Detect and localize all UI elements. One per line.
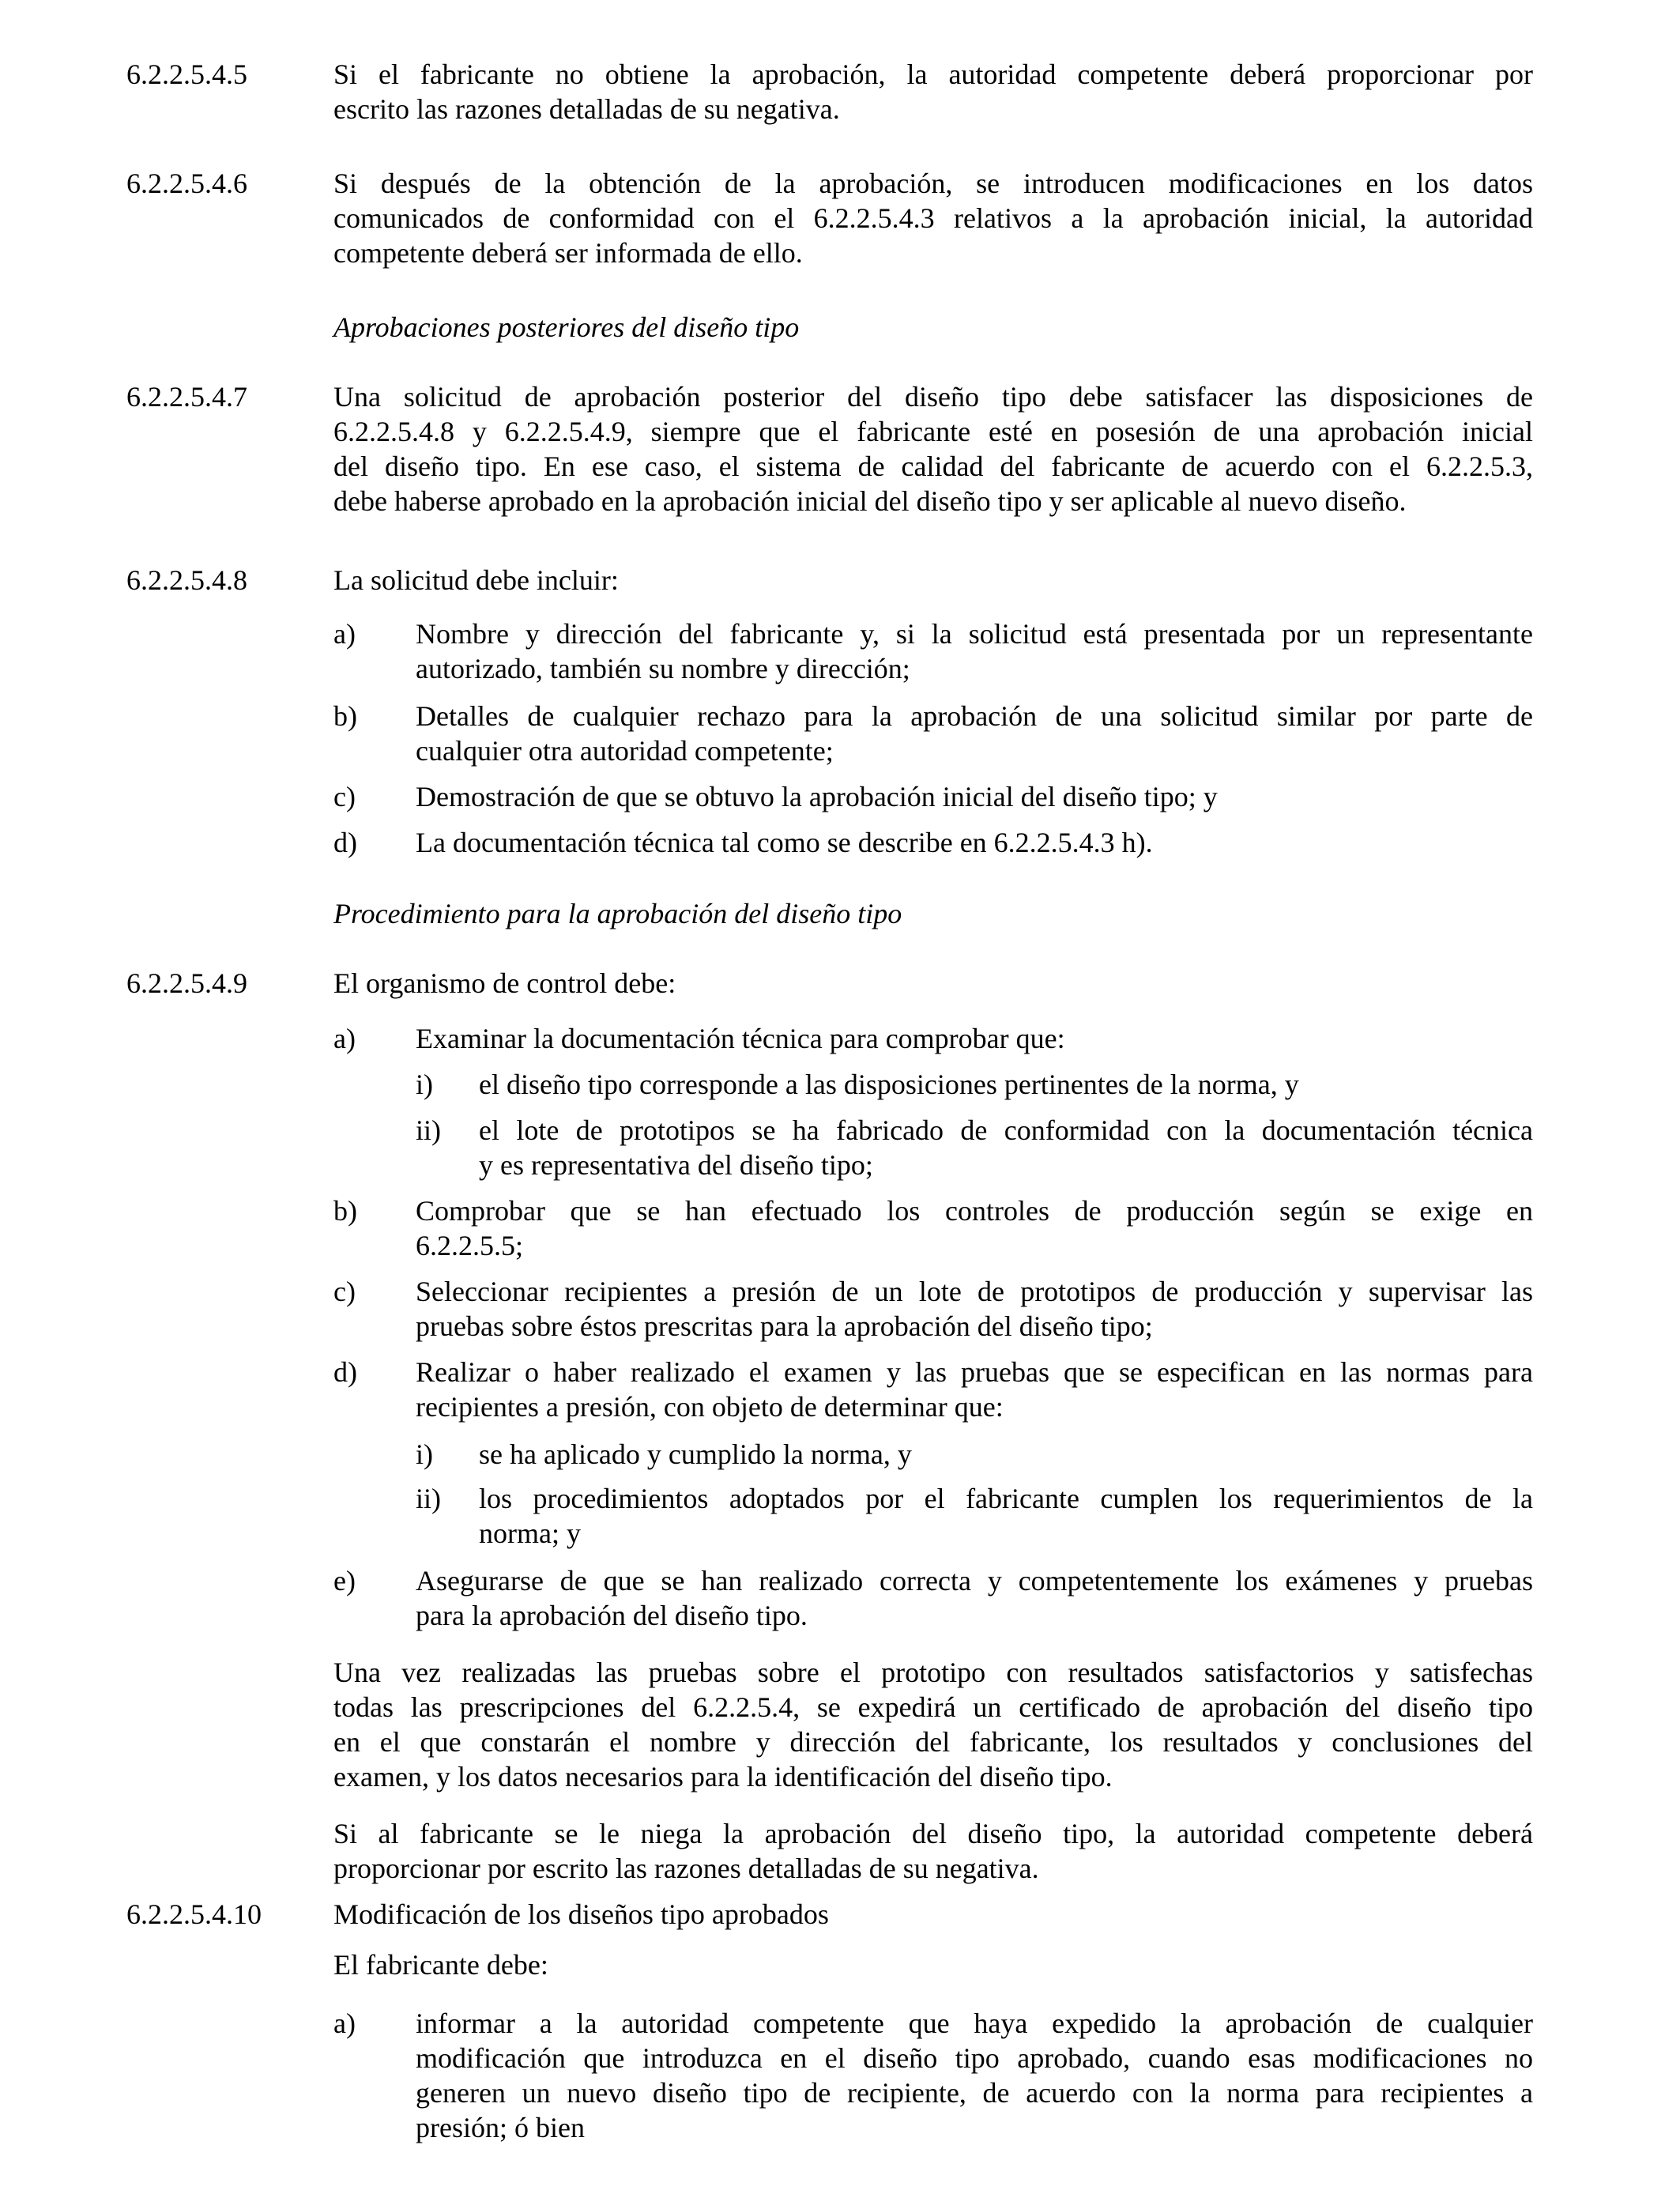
- text-line: comunicados de conformidad con el 6.2.2.5.4.3 relativos a la aprobación inicial, la autoridad: [333, 202, 1533, 234]
- text-line: debe haberse aprobado en la aprobación inicial del diseño tipo y ser aplicable al nuevo diseño.: [333, 485, 1407, 517]
- text-line: autorizado, también su nombre y dirección;: [416, 653, 910, 684]
- section-intro: El organismo de control debe:: [333, 967, 676, 999]
- italic-heading-aprobaciones-posteriores: Aprobaciones posteriores del diseño tipo: [333, 311, 800, 343]
- list-text: La documentación técnica tal como se describe en 6.2.2.5.4.3 h).: [416, 827, 1153, 858]
- text-line: modificación que introduzca en el diseño tipo aprobado, cuando esas modificaciones no: [416, 2042, 1533, 2074]
- section-number: 6.2.2.5.4.7: [126, 381, 247, 413]
- sub-label: i): [416, 1069, 433, 1100]
- section-text: [333, 379, 1533, 518]
- sub-item-i: [416, 1437, 1533, 1472]
- section-6-2-2-5-4-6: [126, 166, 1533, 272]
- section-6-2-2-5-4-9: [126, 966, 1533, 1001]
- list-label: c): [333, 781, 356, 812]
- sub-item-ii: [416, 1113, 1533, 1184]
- list-text: [416, 1563, 1533, 1633]
- section-6-2-2-5-4-8: [126, 563, 1533, 598]
- list-label: c): [333, 1276, 356, 1307]
- text-line: presión; ó bien: [416, 2112, 585, 2143]
- text-line: todas las prescripciones del 6.2.2.5.4, se expedirá un certificado de aprobación del diseño tipo: [333, 1691, 1533, 1723]
- section-6-2-2-5-4-10: [126, 1897, 1533, 1932]
- text-line: Si después de la obtención de la aprobación, se introducen modificaciones en los datos: [333, 168, 1533, 199]
- section-number: 6.2.2.5.4.9: [126, 967, 247, 999]
- italic-heading-procedimiento: Procedimiento para la aprobación del diseño tipo: [333, 898, 902, 929]
- text-line: Comprobar que se han efectuado los controles de producción según se exige en: [416, 1195, 1533, 1227]
- text-line: escrito las razones detalladas de su negativa.: [333, 93, 840, 125]
- list-item-a: [333, 616, 1533, 688]
- list-label: a): [333, 618, 356, 650]
- list-text: [416, 699, 1533, 768]
- sub-item-ii: [416, 1481, 1533, 1552]
- sub-text: [479, 1113, 1533, 1182]
- section-text: [333, 57, 1533, 126]
- sub-label: ii): [416, 1114, 441, 1146]
- sub-text: [479, 1481, 1533, 1551]
- text-line: Nombre y dirección del fabricante y, si la solicitud está presentada por un representante: [416, 618, 1533, 650]
- list-item-a: [333, 1021, 1533, 1056]
- text-line: Si al fabricante se le niega la aprobación del diseño tipo, la autoridad competente deberá: [333, 1818, 1533, 1849]
- text-line: pruebas sobre éstos prescritas para la aprobación del diseño tipo;: [416, 1310, 1153, 1342]
- list-item-c: [333, 1274, 1533, 1345]
- section-title: Modificación de los diseños tipo aprobados: [333, 1898, 829, 1930]
- sub-text: el diseño tipo corresponde a las disposiciones pertinentes de la norma, y: [479, 1069, 1299, 1100]
- text-line: Asegurarse de que se han realizado correcta y competentemente los exámenes y pruebas: [416, 1565, 1533, 1596]
- paragraph-negativa: [333, 1816, 1533, 1886]
- text-line: norma; y: [479, 1517, 581, 1549]
- section-number: 6.2.2.5.4.5: [126, 58, 247, 90]
- text-line: y es representativa del diseño tipo;: [479, 1149, 873, 1181]
- list-label: d): [333, 1356, 357, 1388]
- list-text: [416, 1274, 1533, 1344]
- list-item-d: [333, 1355, 1533, 1426]
- text-line: Si el fabricante no obtiene la aprobación, la autoridad competente deberá proporcionar por: [333, 58, 1533, 90]
- section-6-2-2-5-4-7: [126, 379, 1533, 522]
- list-item-b: [333, 699, 1533, 770]
- text-line: del diseño tipo. En ese caso, el sistema de calidad del fabricante de acuerdo con el 6.2.2.5.3,: [333, 450, 1533, 482]
- list-item-a: [333, 2006, 1533, 2148]
- section-text: [333, 166, 1533, 270]
- sub-item-i: [416, 1067, 1533, 1102]
- list-text: Examinar la documentación técnica para comprobar que:: [416, 1023, 1065, 1054]
- text-line: los procedimientos adoptados por el fabricante cumplen los requerimientos de la: [479, 1483, 1533, 1514]
- text-line: 6.2.2.5.5;: [416, 1230, 524, 1261]
- sub-text: se ha aplicado y cumplido la norma, y: [479, 1438, 912, 1470]
- list-item-d: [333, 825, 1533, 860]
- text-line: para la aprobación del diseño tipo.: [416, 1600, 808, 1631]
- text-line: Una vez realizadas las pruebas sobre el prototipo con resultados satisfactorios y satisfechas: [333, 1657, 1533, 1688]
- list-text: [416, 2006, 1533, 2145]
- list-label: a): [333, 1023, 356, 1054]
- section-intro: El fabricante debe:: [333, 1949, 548, 1981]
- text-line: en el que constarán el nombre y dirección del fabricante, los resultados y conclusiones del: [333, 1726, 1533, 1758]
- section-intro: La solicitud debe incluir:: [333, 564, 619, 596]
- text-line: el lote de prototipos se ha fabricado de conformidad con la documentación técnica: [479, 1114, 1533, 1146]
- text-line: generen un nuevo diseño tipo de recipiente, de acuerdo con la norma para recipientes a: [416, 2077, 1533, 2109]
- section-6-2-2-5-4-5: [126, 57, 1533, 128]
- list-label: e): [333, 1565, 356, 1596]
- list-item-c: [333, 779, 1533, 814]
- sub-label: i): [416, 1438, 433, 1470]
- text-line: informar a la autoridad competente que haya expedido la aprobación de cualquier: [416, 2007, 1533, 2039]
- section-number: 6.2.2.5.4.6: [126, 168, 247, 199]
- text-line: Seleccionar recipientes a presión de un lote de prototipos de producción y supervisar las: [416, 1276, 1533, 1307]
- section-number: 6.2.2.5.4.10: [126, 1898, 262, 1930]
- text-line: recipientes a presión, con objeto de determinar que:: [416, 1391, 1004, 1423]
- text-line: cualquier otra autoridad competente;: [416, 735, 834, 767]
- text-line: competente deberá ser informada de ello.: [333, 237, 803, 269]
- text-line: examen, y los datos necesarios para la identificación del diseño tipo.: [333, 1761, 1113, 1793]
- list-item-e: [333, 1563, 1533, 1634]
- text-line: Detalles de cualquier rechazo para la aprobación de una solicitud similar por parte de: [416, 700, 1533, 732]
- list-text: Demostración de que se obtuvo la aprobación inicial del diseño tipo; y: [416, 781, 1218, 812]
- paragraph-certificado: [333, 1655, 1533, 1794]
- text-line: Una solicitud de aprobación posterior del diseño tipo debe satisfacer las disposiciones de: [333, 381, 1533, 413]
- text-line: 6.2.2.5.4.8 y 6.2.2.5.4.9, siempre que el fabricante esté en posesión de una aprobación inicial: [333, 416, 1533, 447]
- list-label: d): [333, 827, 357, 858]
- list-text: [416, 1355, 1533, 1424]
- list-label: b): [333, 700, 357, 732]
- text-line: proporcionar por escrito las razones detalladas de su negativa.: [333, 1853, 1039, 1884]
- section-number: 6.2.2.5.4.8: [126, 564, 247, 596]
- list-label: b): [333, 1195, 357, 1227]
- list-label: a): [333, 2007, 356, 2039]
- text-line: Realizar o haber realizado el examen y las pruebas que se especifican en las normas para: [416, 1356, 1533, 1388]
- sub-label: ii): [416, 1483, 441, 1514]
- list-text: [416, 1193, 1533, 1263]
- list-text: [416, 616, 1533, 686]
- list-item-b: [333, 1193, 1533, 1265]
